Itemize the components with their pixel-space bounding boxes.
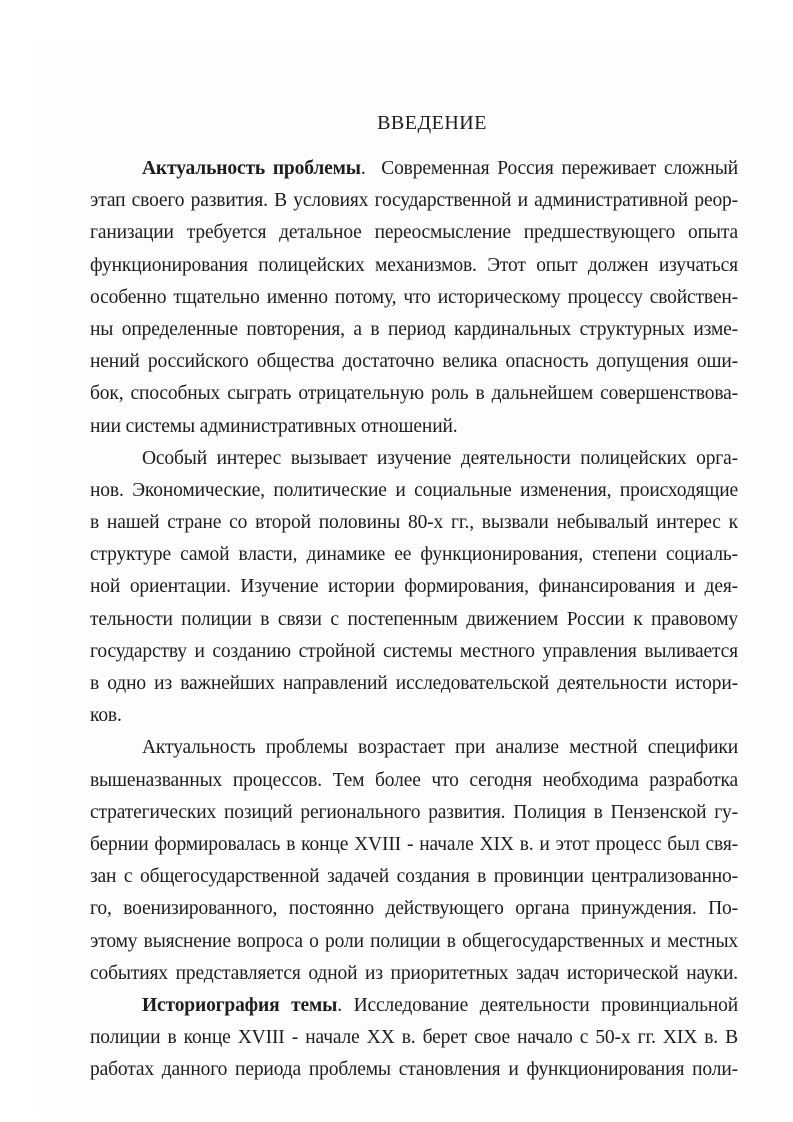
text-line: ны определенные повторения, а в период кардинальных структурных изме- (90, 318, 738, 340)
text-line: бок, способных сыграть отрицательную роль в дальнейшем совершенствова- (90, 383, 738, 405)
text-span: . Современная Россия переживает сложный (360, 158, 738, 179)
text-line: ков. (90, 705, 122, 727)
text-line: нии системы административных отношений. (90, 415, 458, 437)
text-line: вышеназванных процессов. Тем более что сегодня необходима разработка (90, 769, 738, 791)
text-line: Актуальность проблемы возрастает при анализе местной специфики (142, 737, 738, 759)
text-line: структуре самой власти, динамике ее функционирования, степени социаль- (90, 544, 738, 566)
text-line: полиции в конце XVIII - начале XX в. берет свое начало с 50-х гг. XIX в. В (90, 1027, 738, 1049)
text-line: тельности полиции в связи с постепенным движением России к правовому (90, 608, 738, 630)
text-line: ганизации требуется детальное переосмысление предшествующего опыта (90, 222, 738, 244)
text-line: особенно тщательно именно потому, что историческому процессу свойствен- (90, 286, 738, 308)
text-line (90, 153, 738, 185)
text-line (90, 990, 738, 1022)
text-line: функционирования полицейских механизмов. Этот опыт должен изучаться (90, 254, 738, 276)
text-line: нов. Экономические, политические и социальные изменения, происходящие (90, 479, 738, 501)
section-heading: ВВЕДЕНИЕ (377, 112, 487, 134)
text-line: работах данного периода проблемы становления и функционирования поли- (90, 1059, 738, 1081)
text-line: этап своего развития. В условиях государственной и административной реор- (90, 190, 738, 212)
text-line: Особый интерес вызывает изучение деятельности полицейских орга- (142, 447, 738, 469)
text-line: нений российского общества достаточно велика опасность допущения оши- (90, 351, 738, 373)
text-line: в одно из важнейших направлений исследовательской деятельности истори- (90, 673, 738, 694)
text-line: ной ориентации. Изучение истории формирования, финансирования и дея- (90, 576, 738, 598)
text-line: зан с общегосударственной задачей создания в провинции централизованно- (90, 866, 738, 888)
text-line: бернии формировалась в конце XVIII - начале XIX в. и этот процесс был свя- (90, 833, 738, 855)
paragraph-lead-bold: Историография темы (142, 994, 338, 1016)
text-line: государству и созданию стройной системы местного управления выливается (90, 640, 738, 662)
text-line: этому выяснение вопроса о роли полиции в общегосударственных и местных (90, 930, 738, 952)
text-span: . Исследование деятельности провинциальной (337, 994, 738, 1016)
text-line: стратегических позиций регионального развития. Полиция в Пензенской гу- (90, 801, 738, 823)
text-line: в нашей стране со второй половины 80-х гг., вызвали небывалый интерес к (90, 512, 738, 534)
paragraph-lead-bold: Актуальность проблемы (142, 158, 361, 179)
text-line: событиях представляется одной из приоритетных задач исторической науки. (90, 962, 738, 984)
text-block (90, 104, 738, 1086)
text-line: го, военизированного, постоянно действующего органа принуждения. По- (90, 898, 738, 920)
